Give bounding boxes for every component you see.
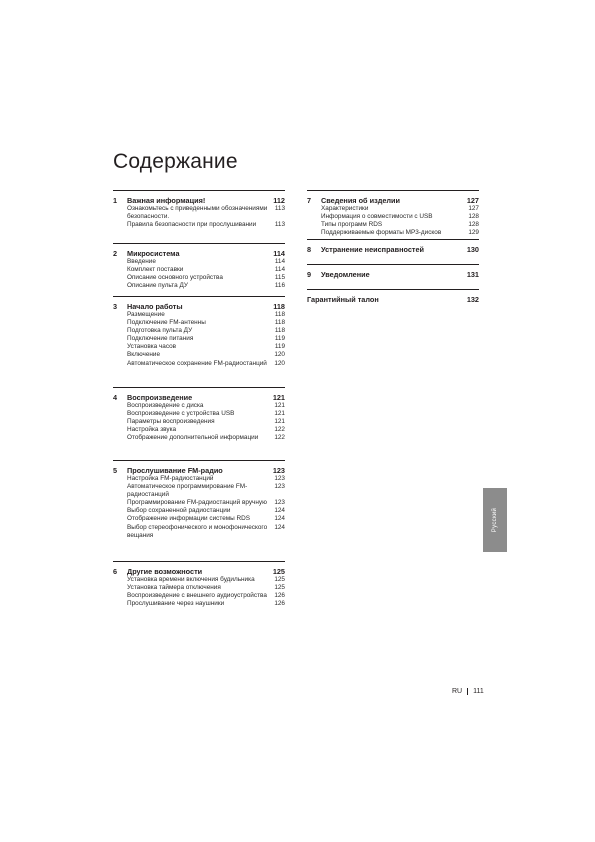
toc-entry-page: 114	[274, 266, 285, 274]
toc-entry-label: Воспроизведение с устройства USB	[127, 410, 235, 418]
toc-entry-page: 121	[274, 418, 285, 426]
toc-entry-page: 114	[274, 258, 285, 265]
footer-language: RU	[452, 688, 468, 695]
toc-entry-label: Параметры воспроизведения	[127, 418, 215, 426]
toc-section	[113, 243, 285, 296]
toc-entry[interactable]	[113, 434, 285, 442]
toc-section	[307, 264, 479, 289]
section-page-number: 123	[272, 466, 285, 475]
toc-entry-page: 127	[468, 205, 479, 212]
toc-entry-page: 123	[274, 499, 285, 507]
toc-entry-page: 113	[274, 205, 285, 212]
toc-entry[interactable]	[113, 584, 285, 592]
toc-entry-label: Информация о совместимости с USB	[321, 213, 433, 221]
toc-entry-label: Правила безопасности при прослушивании	[127, 221, 257, 229]
toc-entry-label: Автоматическое сохранение FM-радиостанций	[127, 359, 267, 367]
toc-entry-page: 121	[274, 410, 285, 418]
toc-entry[interactable]	[113, 327, 285, 335]
section-page-number: 131	[466, 270, 479, 279]
toc-entry-page: 129	[468, 229, 479, 237]
toc-section-heading[interactable]	[113, 466, 285, 475]
toc-entry-label: Описание основного устройства	[127, 274, 223, 282]
section-page-number: 114	[273, 249, 285, 258]
toc-entry-label: Поддерживаемые форматы MP3-дисков	[321, 229, 442, 237]
toc-section	[113, 561, 285, 622]
section-number: 1	[113, 196, 118, 205]
toc-entry-label: Характеристики	[321, 205, 369, 212]
toc-entry-label: Ознакомьтесь с приведенными обозначениями безопасности.	[127, 205, 268, 221]
toc-entry[interactable]	[113, 402, 285, 410]
toc-entry-label: Автоматическое программирование FM-радиостанций	[127, 483, 248, 499]
section-page-number: 121	[272, 393, 285, 402]
section-title: Другие возможности	[127, 567, 203, 576]
toc-entry[interactable]	[113, 475, 285, 483]
toc-entry-page: 120	[274, 351, 285, 359]
toc-entry-page: 125	[274, 576, 285, 583]
toc-entry-label: Описание пульта ДУ	[127, 282, 188, 290]
toc-entry[interactable]	[113, 205, 285, 221]
toc-entry-label: Выбор стереофонического и монофонического вещания	[127, 523, 268, 539]
toc-entry[interactable]	[113, 351, 285, 359]
footer-page-number: 111	[473, 688, 484, 695]
section-number: 5	[113, 466, 118, 475]
toc-entry[interactable]	[113, 360, 285, 368]
toc-section-heading[interactable]	[307, 270, 479, 279]
section-page-number: 125	[272, 567, 285, 576]
toc-section	[113, 296, 285, 387]
section-title: Воспроизведение	[127, 393, 193, 402]
toc-entry[interactable]	[113, 343, 285, 351]
toc-entry-label: Установка таймера отключения	[127, 584, 221, 592]
toc-entry-label: Установка времени включения будильника	[127, 576, 255, 583]
toc-entry-page: 118	[274, 319, 285, 327]
section-number: 4	[113, 393, 118, 402]
toc-entry-label: Размещение	[127, 311, 165, 318]
toc-entry-label: Настройка FM-радиостанций	[127, 475, 214, 482]
toc-entry-page: 125	[274, 584, 285, 592]
toc-entry-label: Типы программ RDS	[321, 221, 383, 229]
toc-entry[interactable]	[113, 282, 285, 290]
toc-entry-label: Отображение информации системы RDS	[127, 515, 251, 523]
toc-entry-page: 126	[274, 592, 285, 600]
toc-section-heading[interactable]	[113, 302, 285, 311]
toc-entry-label: Включение	[127, 351, 161, 359]
toc-section-heading[interactable]	[113, 249, 285, 258]
toc-entry[interactable]	[307, 213, 479, 221]
toc-entry-page: 113	[274, 221, 285, 229]
toc-entry-page: 128	[468, 221, 479, 229]
section-page-number: 118	[273, 302, 285, 311]
section-title: Гарантийный талон	[307, 295, 379, 304]
toc-entry-label: Введение	[127, 258, 156, 265]
toc-entry[interactable]	[113, 576, 285, 584]
toc-entry-page: 118	[274, 327, 285, 335]
section-title: Сведения об изделии	[321, 196, 400, 205]
toc-entry[interactable]	[113, 600, 285, 608]
section-number: 6	[113, 567, 118, 576]
section-title: Важная информация!	[127, 196, 206, 205]
section-title: Микросистема	[127, 249, 180, 258]
toc-entry[interactable]	[307, 205, 479, 213]
toc-entry[interactable]	[113, 311, 285, 319]
toc-entry-page: 128	[468, 213, 479, 221]
toc-entry-page: 124	[274, 507, 285, 515]
section-number: 3	[113, 302, 118, 311]
toc-section	[307, 289, 479, 314]
toc-section-heading[interactable]	[307, 295, 479, 304]
toc-entry-page: 116	[274, 282, 285, 290]
toc-entry[interactable]	[113, 515, 285, 523]
toc-entry-page: 118	[274, 311, 285, 318]
toc-entry[interactable]	[113, 221, 285, 229]
toc-entry-label: Воспроизведение с внешнего аудиоустройства	[127, 592, 267, 600]
section-number: 2	[113, 249, 118, 258]
toc-entry-label: Воспроизведение с диска	[127, 402, 204, 409]
section-page-number: 132	[466, 295, 479, 304]
language-side-tab-label: Русский	[492, 507, 498, 533]
toc-section-heading[interactable]	[307, 245, 479, 254]
section-page-number: 112	[273, 196, 285, 205]
toc-entry-page: 119	[274, 343, 285, 351]
section-title: Начало работы	[127, 302, 183, 311]
toc-entry[interactable]	[113, 274, 285, 282]
toc-entry[interactable]	[307, 221, 479, 229]
toc-entry[interactable]	[113, 335, 285, 343]
toc-right-column	[307, 190, 479, 314]
toc-entry-label: Отображение дополнительной информации	[127, 434, 259, 442]
section-title: Устранение неисправностей	[321, 245, 425, 254]
toc-section-heading[interactable]	[113, 393, 285, 402]
section-number: 7	[307, 196, 312, 205]
section-title: Уведомление	[321, 270, 370, 279]
toc-entry-label: Прослушивание через наушники	[127, 600, 225, 608]
toc-entry-page: 119	[274, 335, 285, 343]
toc-section	[113, 460, 285, 561]
toc-entry-page: 120	[274, 359, 285, 367]
toc-section	[113, 190, 285, 243]
toc-entry[interactable]	[113, 258, 285, 266]
toc-entry-page: 123	[274, 475, 285, 482]
toc-section-heading[interactable]	[113, 196, 285, 205]
toc-section	[307, 239, 479, 264]
toc-entry[interactable]	[113, 266, 285, 274]
section-page-number: 130	[466, 245, 479, 254]
toc-entry-page: 123	[274, 483, 285, 491]
toc-entry-label: Подготовка пульта ДУ	[127, 327, 193, 335]
toc-entry-label: Настройка звука	[127, 426, 177, 434]
toc-entry-page: 115	[274, 274, 285, 282]
toc-entry-page: 122	[274, 434, 285, 442]
toc-entry[interactable]	[307, 229, 479, 237]
section-title: Прослушивание FM-радио	[127, 466, 223, 475]
section-number: 8	[307, 245, 312, 254]
language-side-tab	[483, 488, 507, 552]
toc-entry-label: Установка часов	[127, 343, 177, 351]
toc-entry-page: 124	[274, 515, 285, 523]
page-footer	[452, 688, 484, 695]
toc-entry-label: Выбор сохраненной радиостанции	[127, 507, 231, 515]
page-title: Содержание	[113, 150, 238, 173]
toc-entry-label: Подключение питания	[127, 335, 194, 343]
toc-entry-page: 122	[274, 426, 285, 434]
toc-section	[307, 190, 479, 239]
toc-entry-label: Программирование FM-радиостанций вручную	[127, 499, 267, 507]
toc-entry[interactable]	[113, 319, 285, 327]
toc-entry-page: 126	[274, 600, 285, 608]
toc-section-heading[interactable]	[113, 567, 285, 576]
toc-entry[interactable]	[113, 524, 285, 540]
section-number: 9	[307, 270, 312, 279]
toc-section-heading[interactable]	[307, 196, 479, 205]
toc-section	[113, 387, 285, 460]
toc-entry[interactable]	[113, 483, 285, 499]
toc-left-column	[113, 190, 285, 622]
toc-entry-label: Подключение FM-антенны	[127, 319, 206, 327]
section-page-number: 127	[466, 196, 479, 205]
toc-entry[interactable]	[113, 592, 285, 600]
toc-entry-page: 121	[274, 402, 285, 409]
toc-entry-label: Комплект поставки	[127, 266, 184, 274]
toc-entry[interactable]	[113, 410, 285, 418]
toc-entry-page: 124	[274, 523, 285, 531]
